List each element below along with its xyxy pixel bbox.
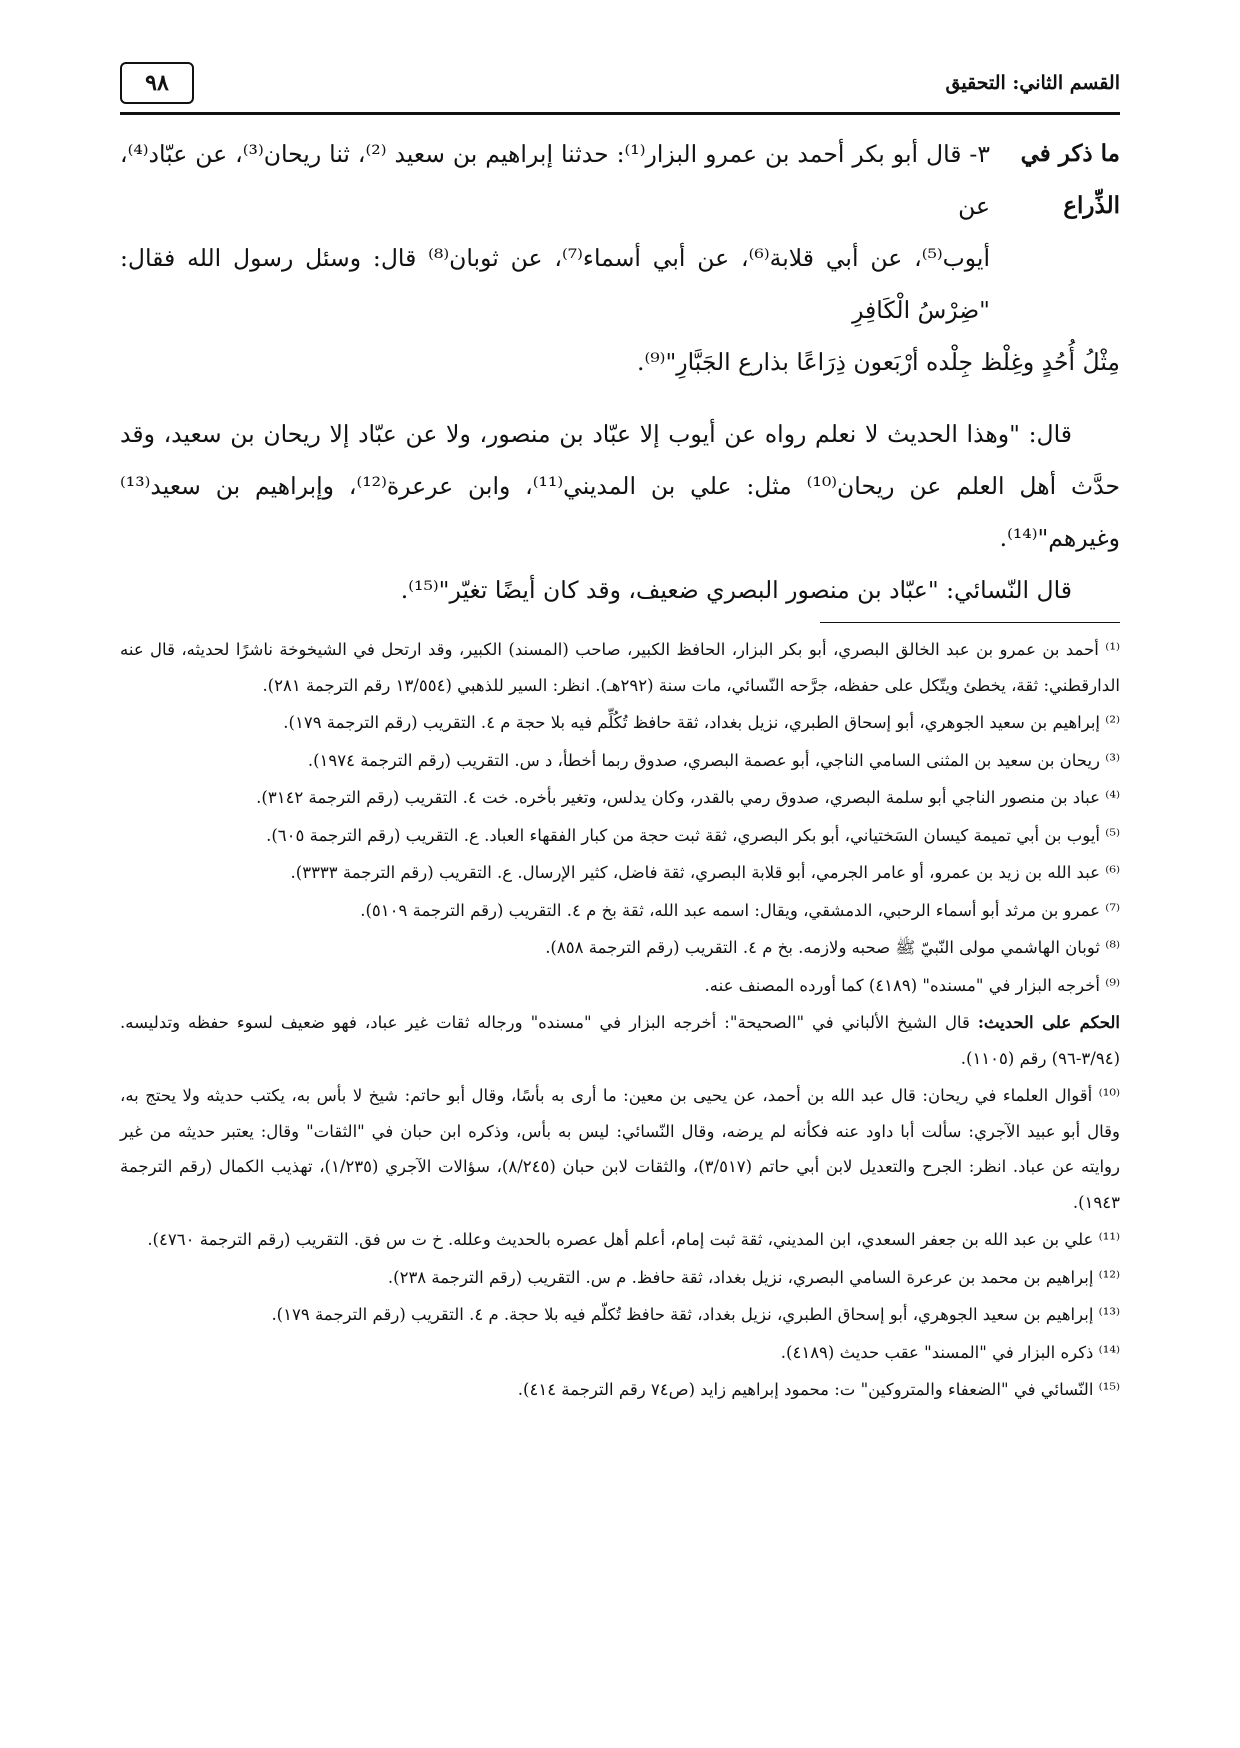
footnote-divider	[820, 622, 1120, 623]
footnote-15: ⁽¹⁵⁾ النّسائي في "الضعفاء والمتروكين" ت: محمود إبراهيم زايد (ص٧٤ رقم الترجمة ٤١٤).	[517, 1380, 1120, 1399]
footnote-2: ⁽²⁾ إبراهيم بن سعيد الجوهري، أبو إسحاق الطبري، نزيل بغداد، ثقة حافظ تُكُلِّم فيه بلا حجة م ٤. التقريب (رقم الترجمة ١٧٩).	[283, 713, 1120, 732]
page-header	[120, 62, 1120, 112]
footnote-13: ⁽¹³⁾ إبراهيم بن سعيد الجوهري، أبو إسحاق الطبري، نزيل بغداد، ثقة حافظ تُكلّم فيه بلا حجة. م ٤. التقريب (رقم الترجمة ١٧٩).	[271, 1305, 1120, 1324]
bazzar-comment: قال: "وهذا الحديث لا نعلم رواه عن أيوب إلا عبّاد بن منصور، ولا عن عبّاد إلا ريحان بن سعيد، وقد حدَّث أهل العلم عن ريحان⁽¹⁰⁾ مثل: علي بن المديني⁽¹¹⁾، وابن عرعرة⁽¹²⁾، وإبراهيم بن سعيد⁽¹³⁾ وغيرهم"⁽¹⁴⁾.	[120, 420, 1120, 552]
main-text	[120, 128, 1120, 616]
footnote-10: ⁽¹⁰⁾ أقوال العلماء في ريحان: قال عبد الله بن أحمد، عن يحيى بن معين: ما أرى به بأسًا، وقال أبو حاتم: شيخ لا بأس به، يكتب حديثه ولا يحتج به، وقال أبو عبيد الآجري: سألت أبا داود عنه فكأنه لم يرضه، وقال النّسائي: ليس به بأس، وذكره ابن حبان في "الثقات" وقال: يعتبر حديثه من غير روايته عن عباد. انظر: الجرح والتعديل لابن أبي حاتم (٣/٥١٧)، والثقات لابن حبان (٨/٢٤٥)، سؤالات الآجري (١/٢٣٥)، تهذيب الكمال (رقم الترجمة ١٩٤٣).	[120, 1086, 1120, 1212]
margin-note-topic: ما ذكر في	[1020, 140, 1120, 167]
margin-note-subject: الذِّراع	[1063, 192, 1120, 219]
footnote-3: ⁽³⁾ ريحان بن سعيد بن المثنى السامي الناجي، أبو عصمة البصري، صدوق ربما أخطأ، د س. التقريب (رقم الترجمة ١٩٧٤).	[307, 750, 1120, 770]
footnote-1: ⁽¹⁾ أحمد بن عمرو بن عبد الخالق البصري، أبو بكر البزار، الحافظ الكبير، صاحب (المسند) الكبير، وقد ارتحل في الشيخوخة ناشرًا لحديثه، قال عنه الدارقطني: ثقة، يخطئ ويتّكل على حفظه، جرَّحه النّسائي، مات سنة (٢٩٢هـ). انظر: السير للذهبي (١٣/٥٥٤ رقم الترجمة ٢٨١).	[120, 640, 1120, 695]
section-title: القسم الثاني: التحقيق	[945, 72, 1120, 94]
footnote-9: ⁽⁹⁾ أخرجه البزار في "مسنده" (٤١٨٩) كما أورده المصنف عنه.	[704, 975, 1120, 995]
hadith-ruling	[120, 1005, 1120, 1076]
footnote-8: ⁽⁸⁾ ثوبان الهاشمي مولى النّبيّ ﷺ صحبه ولازمه. بخ م ٤. التقريب (رقم الترجمة ٨٥٨).	[545, 938, 1120, 957]
footnote-12: ⁽¹²⁾ إبراهيم بن محمد بن عرعرة السامي البصري، نزيل بغداد، ثقة حافظ. م س. التقريب (رقم الترجمة ٢٣٨).	[387, 1267, 1120, 1287]
hadith-block	[120, 128, 1120, 388]
footnote-6: ⁽⁶⁾ عبد الله بن زيد بن عمرو، أو عامر الجرمي، أبو قلابة البصري، ثقة فاضل، كثير الإرسال. ع. التقريب (رقم الترجمة ٣٣٣٣).	[290, 863, 1120, 882]
hadith-line-3: مِثْلُ أُحُدٍ وغِلْظ جِلْده أرْبَعون ذِرَاعًا بذارع الجَبَّارِ"⁽⁹⁾.	[637, 348, 1120, 376]
footnote-11: ⁽¹¹⁾ علي بن عبد الله بن جعفر السعدي، ابن المديني، ثقة ثبت إمام، أعلم أهل عصره بالحديث وعلله. خ ت س فق. التقريب (رقم الترجمة ٤٧٦٠).	[147, 1230, 1120, 1249]
footnote-5: ⁽⁵⁾ أيوب بن أبي تميمة كيسان السَختياني، أبو بكر البصري، ثقة ثبت حجة من كبار الفقهاء العباد. ع. التقريب (رقم الترجمة ٦٠٥).	[266, 825, 1120, 845]
hadith-line-1: ٣- قال أبو بكر أحمد بن عمرو البزار⁽¹⁾: حدثنا إبراهيم بن سعيد ⁽²⁾، ثنا ريحان⁽³⁾، عن عبّاد⁽⁴⁾، عن	[120, 140, 991, 220]
page-number: ٩٨	[120, 62, 194, 104]
hadith-line-2: أيوب⁽⁵⁾، عن أبي قلابة⁽⁶⁾، عن أبي أسماء⁽⁷⁾، عن ثوبان⁽⁸⁾ قال: وسئل رسول الله فقال: "ضِرْسُ الْكَافِرِ	[120, 244, 990, 324]
ruling-text: قال الشيخ الألباني في "الصحيحة": أخرجه البزار في "مسنده" ورجاله ثقات غير عباد، فهو ضعيف لسوء حفظه وتدليسه. (٣/٩٤-٩٦) رقم (١١٠٥).	[120, 1013, 1120, 1068]
footnote-4: ⁽⁴⁾ عباد بن منصور الناجي أبو سلمة البصري، صدوق رمي بالقدر، وكان يدلس، وتغير بأخره. خت ٤. التقريب (رقم الترجمة ٣١٤٢).	[256, 788, 1120, 807]
ruling-label: الحكم على الحديث:	[977, 1013, 1120, 1032]
footnote-14: ⁽¹⁴⁾ ذكره البزار في "المسند" عقب حديث (٤١٨٩).	[780, 1342, 1120, 1362]
header-divider	[120, 112, 1120, 115]
footnote-7: ⁽⁷⁾ عمرو بن مرثد أبو أسماء الرحبي، الدمشقي، ويقال: اسمه عبد الله، ثقة بخ م ٤. التقريب (رقم الترجمة ٥١٠٩).	[360, 900, 1120, 920]
nasai-comment: قال النّسائي: "عبّاد بن منصور البصري ضعيف، وقد كان أيضًا تغيّر"⁽¹⁵⁾.	[400, 576, 1072, 604]
footnotes	[120, 632, 1120, 1410]
